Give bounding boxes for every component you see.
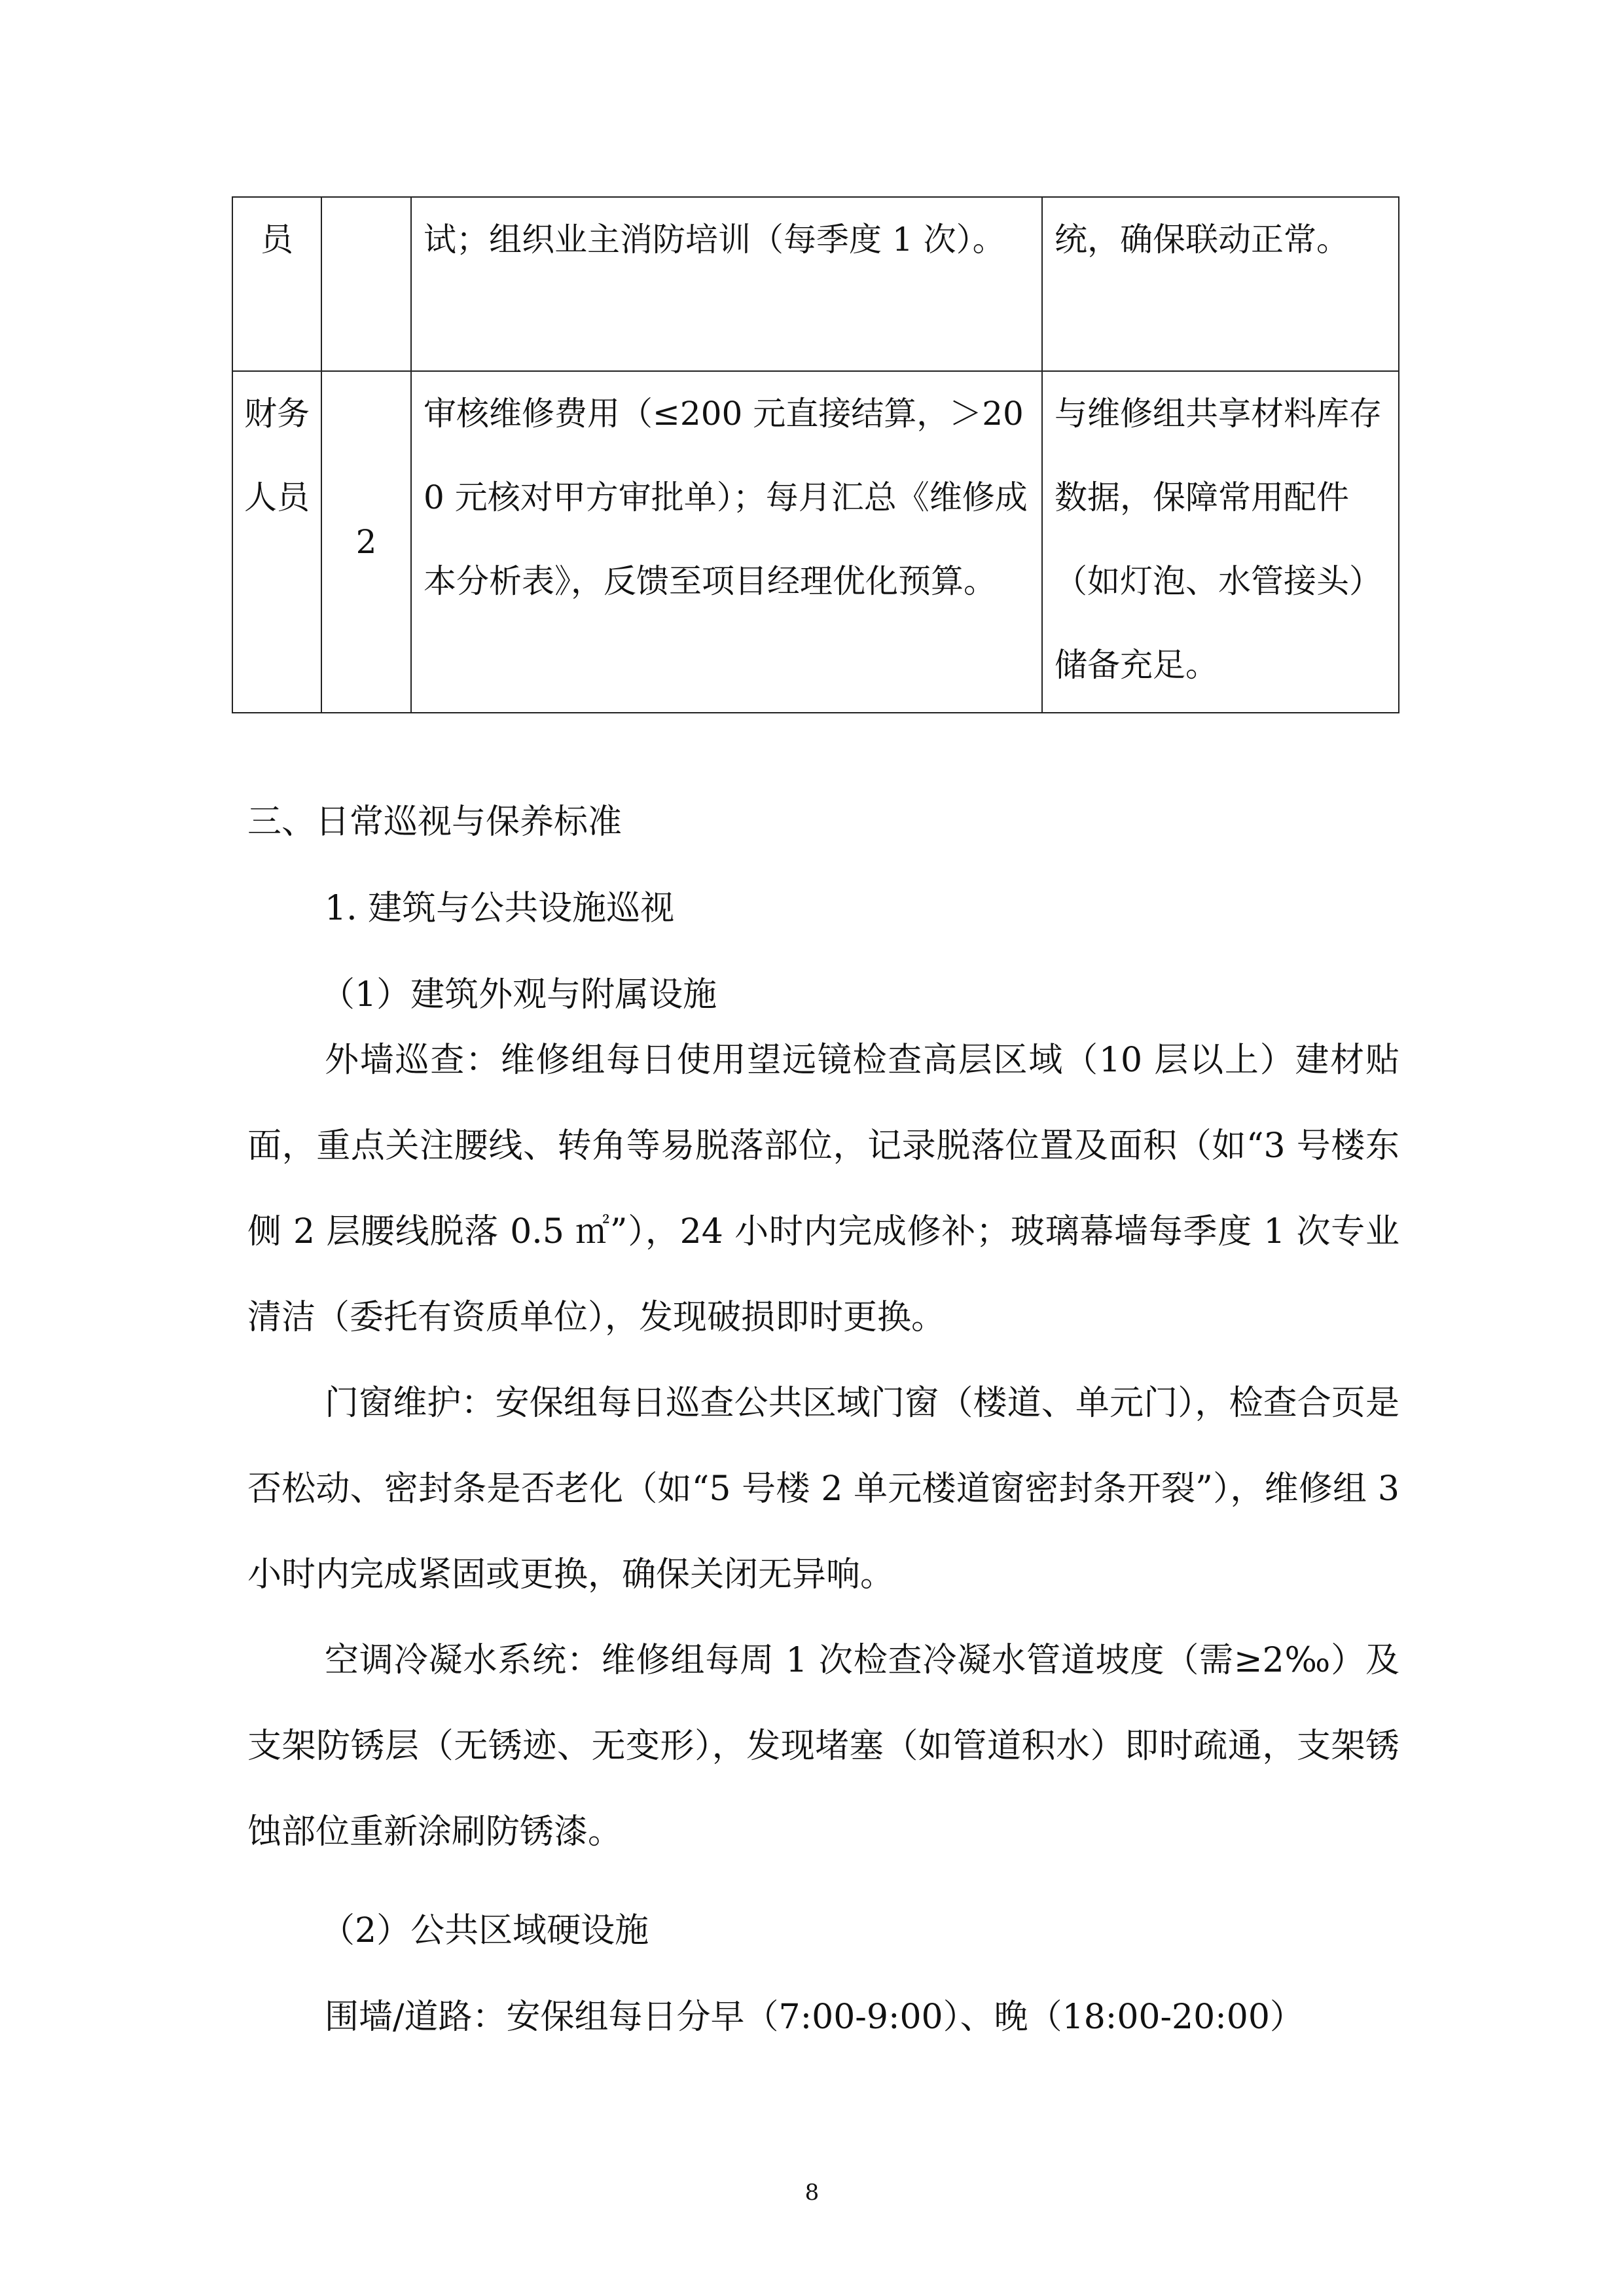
paragraph: 围墙/道路：安保组每日分早（7:00-9:00）、晚（18:00-20:00） bbox=[325, 1998, 1304, 2037]
coordination-cell: 统，确保联动正常。 bbox=[1042, 197, 1399, 371]
role-cell: 财务人员 bbox=[232, 371, 321, 713]
subsection-title: （2）公共区域硬设施 bbox=[321, 1911, 649, 1950]
table-row bbox=[232, 197, 1399, 371]
paragraph: 门窗维护：安保组每日巡查公共区域门窗（楼道、单元门），检查合页是否松动、密封条是否老化（如“5 号楼 2 单元楼道窗密封条开裂”），维修组 3 小时内完成紧固或更换，确保关闭无异响。 bbox=[247, 1384, 1399, 1594]
duty-table bbox=[232, 196, 1399, 713]
subsection-title: （1）建筑外观与附属设施 bbox=[321, 975, 717, 1014]
coordination-cell: 与维修组共享材料库存数据，保障常用配件（如灯泡、水管接头）储备充足。 bbox=[1042, 371, 1399, 713]
table-row bbox=[232, 371, 1399, 713]
section-heading: 三、日常巡视与保养标准 bbox=[247, 802, 623, 842]
duty-cell: 试；组织业主消防培训（每季度 1 次）。 bbox=[411, 197, 1042, 371]
duty-cell: 审核维修费用（≤200 元直接结算，＞200 元核对甲方审批单）；每月汇总《维修成本分析表》，反馈至项目经理优化预算。 bbox=[411, 371, 1042, 713]
role-cell: 员 bbox=[232, 197, 321, 371]
subsection-title: 1. 建筑与公共设施巡视 bbox=[325, 889, 675, 928]
paragraph: 外墙巡查：维修组每日使用望远镜检查高层区域（10 层以上）建材贴面，重点关注腰线、转角等易脱落部位，记录脱落位置及面积（如“3 号楼东侧 2 层腰线脱落 0.5 ㎡”），24 小时内完成修补；玻璃幕墙每季度 1 次专业清洁（委托有资质单位），发现破损即时更换。 bbox=[247, 1041, 1399, 1337]
paragraph-group bbox=[247, 1018, 1399, 1875]
page-number: 8 bbox=[804, 2179, 820, 2206]
count-cell bbox=[321, 197, 411, 371]
paragraph: 空调冷凝水系统：维修组每周 1 次检查冷凝水管道坡度（需≥2‰）及支架防锈层（无锈迹、无变形），发现堵塞（如管道积水）即时疏通，支架锈蚀部位重新涂刷防锈漆。 bbox=[247, 1641, 1399, 1852]
count-cell: 2 bbox=[321, 371, 411, 713]
